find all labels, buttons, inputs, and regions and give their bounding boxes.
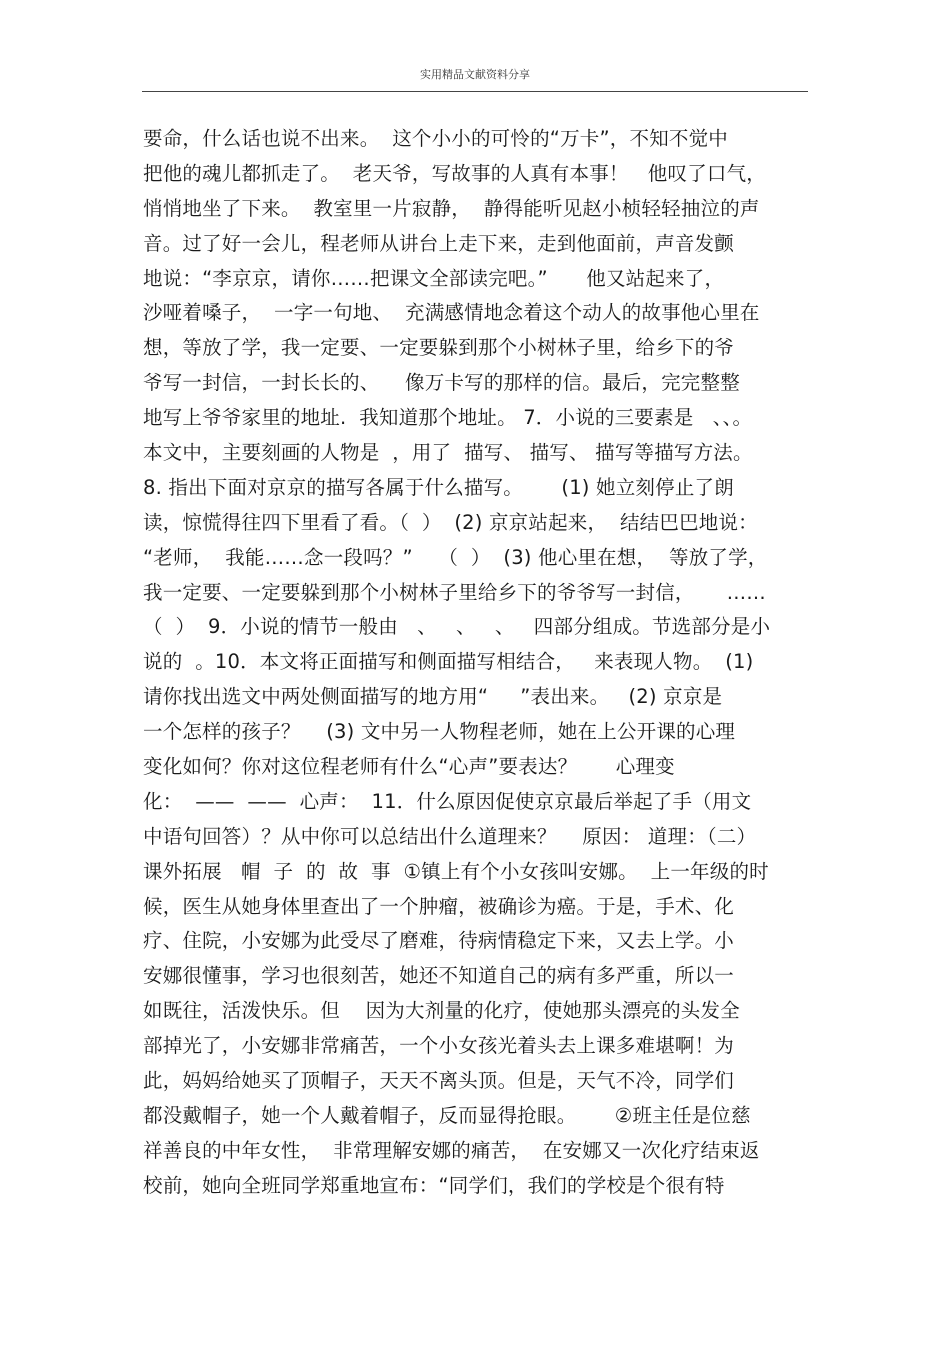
text-line: 校前，她向全班同学郑重地宣布：“同学们，我们的学校是个很有特 — [143, 1173, 725, 1197]
text-line: 想，等放了学，我一定要、一定要躲到那个小树林子里，给乡下的爷 — [143, 336, 735, 360]
text-line: 课外拓展 帽 子 的 故 事 ①镇上有个小女孩叫安娜。 上一年级的时 — [143, 859, 769, 883]
text-line: 祥善良的中年女性， 非常理解安娜的痛苦， 在安娜又一次化疗结束返 — [143, 1138, 760, 1162]
text-line: 悄悄地坐了下来。 教室里一片寂静， 静得能听见赵小桢轻轻抽泣的声 — [143, 196, 760, 220]
text-line: 如既往，活泼快乐。但 因为大剂量的化疗，使她那头漂亮的头发全 — [143, 999, 740, 1023]
text-line: 都没戴帽子，她一个人戴着帽子，反而显得抢眼。 ②班主任是位慈 — [143, 1103, 751, 1127]
text-line: 化： —— —— 心声： 11．什么原因促使京京最后举起了手（用文 — [143, 789, 752, 813]
text-line: “老师， 我能……念一段吗？” （ ） (3) 他心里在想， 等放了学， — [143, 545, 768, 569]
text-line: 此，妈妈给她买了顶帽子，天天不离头顶。但是，天气不冷，同学们 — [143, 1069, 735, 1093]
text-line: 要命，什么话也说不出来。 这个小小的可怜的“万卡”，不知不觉中 — [143, 127, 729, 150]
text-line: 部掉光了，小安娜非常痛苦，一个小女孩光着头去上课多难堪啊！为 — [143, 1034, 735, 1058]
text-line: 把他的魂儿都抓走了。 老天爷，写故事的人真有本事！ 他叹了口气， — [143, 161, 766, 185]
text-line: 地说：“李京京，请你……把课文全部读完吧。” 他又站起来了， — [143, 266, 725, 290]
text-line: 读，惊慌得往四下里看了看。（ ） (2) 京京站起来， 结结巴巴地说： — [143, 510, 758, 534]
text-line: 候，医生从她身体里查出了一个肿瘤，被确诊为癌。于是，手术、化 — [143, 894, 735, 918]
text-line: 说的 。10．本文将正面描写和侧面描写相结合， 来表现人物。 (1) — [143, 650, 754, 674]
text-line: 沙哑着嗓子， 一字一句地、 充满感情地念着这个动人的故事他心里在 — [143, 301, 760, 325]
text-line: 地写上爷爷家里的地址. 我知道那个地址。 7．小说的三要素是 、、。 — [143, 406, 753, 430]
text-line: 爷写一封信，一封长长的、 像万卡写的那样的信。最后，完完整整 — [143, 371, 740, 395]
text-line: 8. 指出下面对京京的描写各属于什么描写。 (1) 她立刻停止了朗 — [143, 475, 734, 499]
text-line: 本文中，主要刻画的人物是 ，用了 描写、 描写、 描写等描写方法。 — [143, 441, 753, 465]
text-line: 变化如何？你对这位程老师有什么“心声”要表达？ 心理变 — [143, 755, 675, 779]
text-line: 安娜很懂事，学习也很刻苦，她还不知道自己的病有多严重，所以一 — [143, 964, 735, 988]
header-rule — [142, 91, 808, 92]
document-body — [143, 122, 843, 1204]
page-header: 实用精品文献资料分享 — [420, 68, 530, 81]
text-line: 疗、住院，小安娜为此受尽了磨难，待病情稳定下来，又去上学。小 — [143, 929, 735, 953]
text-line: 请你找出选文中两处侧面描写的地方用“ ”表出来。 (2) 京京是 — [143, 685, 723, 709]
text-line: 一个怎样的孩子？ (3) 文中另一人物程老师，她在上公开课的心理 — [143, 720, 736, 744]
text-line: 音。过了好一会儿，程老师从讲台上走下来，走到他面前，声音发颤 — [143, 231, 735, 255]
text-line: 中语句回答）？从中你可以总结出什么道理来？ 原因： 道理：（二） — [143, 824, 757, 848]
text-line: （ ） 9．小说的情节一般由 、 、 、 四部分组成。节选部分是小 — [143, 615, 771, 639]
text-line: 我一定要、一定要躲到那个小树林子里给乡下的爷爷写一封信， …… — [143, 580, 766, 604]
